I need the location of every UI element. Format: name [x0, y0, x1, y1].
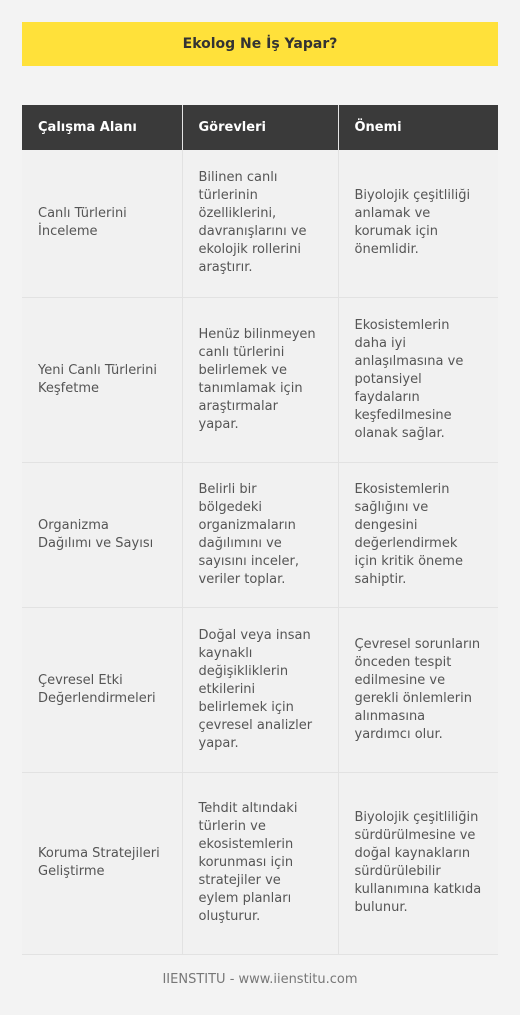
cell-tasks: Tehdit altındaki türlerin ve ekosistemlerin korunması için stratejiler ve eylem planları oluşturur.: [182, 772, 338, 954]
cell-area: Koruma Stratejileri Geliştirme: [22, 772, 182, 954]
table-row: [22, 150, 498, 297]
header-importance: Önemi: [338, 105, 498, 150]
cell-importance: Ekosistemlerin sağlığını ve dengesini değerlendirmek için kritik öneme sahiptir.: [338, 462, 498, 607]
table-row: [22, 607, 498, 772]
cell-importance: Biyolojik çeşitliliğin sürdürülmesine ve doğal kaynakların sürdürülebilir kullanımına katkıda bulunur.: [338, 772, 498, 954]
header-work-area: Çalışma Alanı: [22, 105, 182, 150]
cell-importance: Ekosistemlerin daha iyi anlaşılmasına ve potansiyel faydaların keşfedilmesine olanak sağlar.: [338, 297, 498, 462]
header-tasks: Görevleri: [182, 105, 338, 150]
cell-tasks: Belirli bir bölgedeki organizmaların dağılımını ve sayısını inceler, veriler toplar.: [182, 462, 338, 607]
cell-tasks: Doğal veya insan kaynaklı değişikliklerin etkilerini belirlemek için çevresel analizler yapar.: [182, 607, 338, 772]
table-row: [22, 462, 498, 607]
cell-tasks: Henüz bilinmeyen canlı türlerini belirlemek ve tanımlamak için araştırmalar yapar.: [182, 297, 338, 462]
cell-area: Canlı Türlerini İnceleme: [22, 150, 182, 297]
page-title: Ekolog Ne İş Yapar?: [22, 22, 498, 66]
table-row: [22, 297, 498, 462]
cell-importance: Biyolojik çeşitliliği anlamak ve korumak için önemlidir.: [338, 150, 498, 297]
cell-area: Organizma Dağılımı ve Sayısı: [22, 462, 182, 607]
cell-tasks: Bilinen canlı türlerinin özelliklerini, davranışlarını ve ekolojik rollerini araştırır.: [182, 150, 338, 297]
ecologist-table: [22, 105, 498, 955]
footer-credit: IIENSTITU - www.iienstitu.com: [162, 972, 358, 987]
table-row: [22, 772, 498, 954]
table-header-row: [22, 105, 498, 150]
cell-area: Çevresel Etki Değerlendirmeleri: [22, 607, 182, 772]
cell-importance: Çevresel sorunların önceden tespit edilmesine ve gerekli önlemlerin alınmasına yardımcı olur.: [338, 607, 498, 772]
cell-area: Yeni Canlı Türlerini Keşfetme: [22, 297, 182, 462]
